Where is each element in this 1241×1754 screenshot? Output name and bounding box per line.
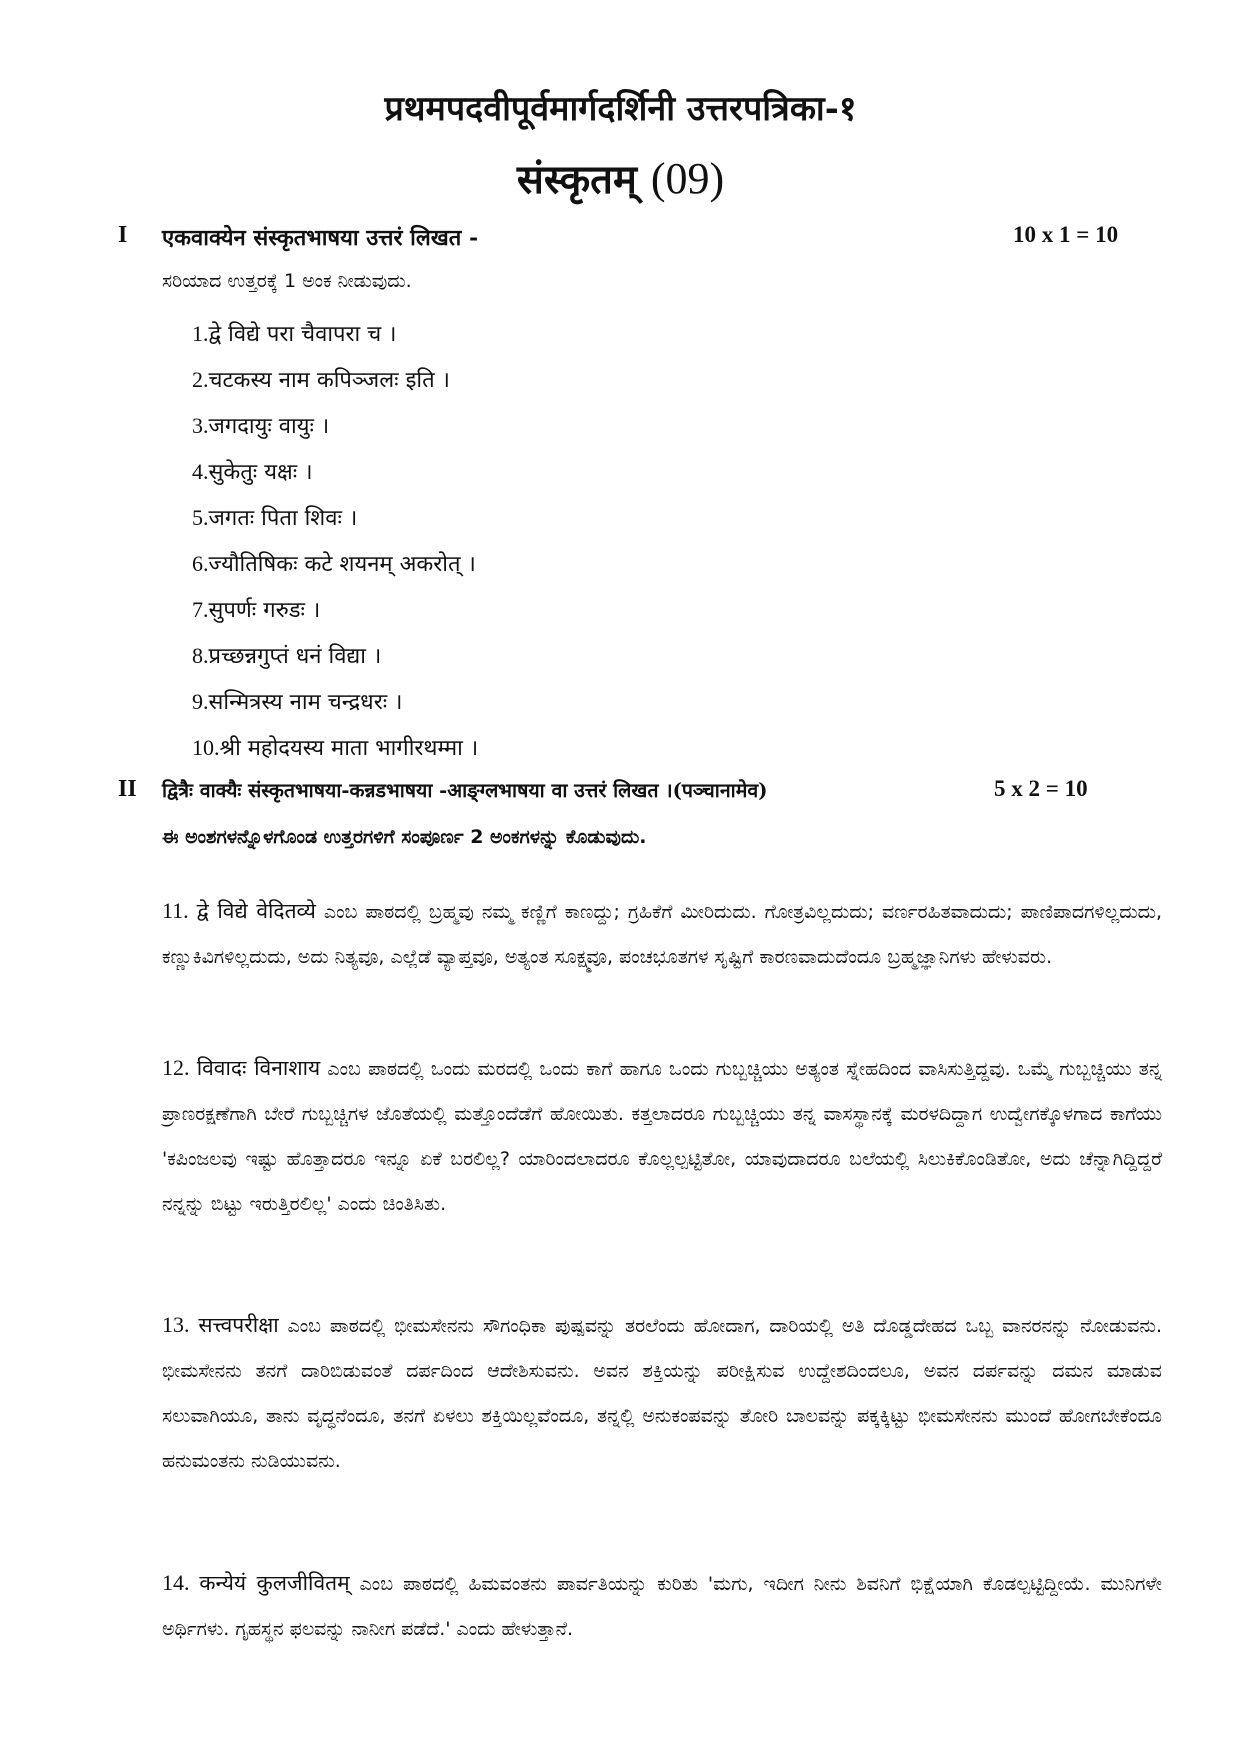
section-2-number: II: [118, 776, 137, 802]
list-item: 7.सुपर्णः गरुडः ।: [192, 597, 321, 623]
subject-name: संस्कृतम्: [516, 156, 637, 203]
list-item: 1.द्वे विद्ये परा चैवापरा च ।: [192, 321, 397, 347]
section-1-heading: एकवाक्येन संस्कृतभाषया उत्तरं लिखत -: [162, 225, 479, 251]
page-title: प्रथमपदवीपूर्वमार्गदर्शिनी उत्तरपत्रिका-१: [384, 89, 857, 129]
section-1-note: ಸರಿಯಾದ ಉತ್ತರಕ್ಕೆ 1 ಅಂಕ ನೀಡುವುದು.: [162, 270, 412, 292]
list-item: 8.प्रच्छन्नगुप्तं धनं विद्या ।: [192, 643, 382, 669]
subject-title: [0, 150, 1241, 205]
list-item: 10.श्री महोदयस्य माता भागीरथम्मा ।: [192, 735, 479, 761]
list-item: 2.चटकस्य नाम कपिञ्जलः इति ।: [192, 367, 450, 393]
section-1-answer-list: [192, 318, 478, 778]
section-2-heading: द्वित्रैः वाक्यैः संस्कृतभाषया-कन्नडभाषया -आङ्ग्लभाषया वा उत्तरं लिखत ।(पञ्चानामेव): [162, 779, 768, 802]
section-2-note: ಈ ಅಂಶಗಳನ್ನೊಳಗೊಂಡ ಉತ್ತರಗಳಿಗೆ ಸಂಪೂರ್ಣ 2 ಅಂಕಗಳನ್ನು ಕೊಡುವುದು.: [162, 826, 647, 848]
section-1-marks: 10 x 1 = 10: [1013, 222, 1119, 247]
list-item: 5.जगतः पिता शिवः ।: [192, 505, 358, 531]
subject-code: (09): [650, 154, 725, 203]
answer-12: 12. विवादः विनाशाय ಎಂಬ ಪಾಠದಲ್ಲಿ ಒಂದು ಮರದಲ್ಲಿ ಒಂದು ಕಾಗೆ ಹಾಗೂ ಒಂದು ಗುಬ್ಬಚ್ಚಿಯು ಅತ್ಯಂತ ಸ್ನೇಹದಿಂದ ವಾಸಿಸುತ್ತಿದ್ದವು. ಒಮ್ಮೆ ಗುಬ್ಬಚ್ಚಿಯು ತನ್ನ ಪ್ರಾಣರಕ್ಷಣೆಗಾಗಿ ಬೇರೆ ಗುಬ್ಬಚ್ಚಿಗಳ ಜೊತೆಯಲ್ಲಿ ಮತ್ತೊಂದೆಡೆಗೆ ಹೋಯಿತು. ಕತ್ತಲಾದರೂ ಗುಬ್ಬಚ್ಚಿಯು ತನ್ನ ವಾಸಸ್ಥಾನಕ್ಕೆ ಮರಳದಿದ್ದಾಗ ಉದ್ವೇಗಕ್ಕೊಳಗಾದ ಕಾಗೆಯು 'ಕಪಿಂಜಲವು ಇಷ್ಟು ಹೊತ್ತಾದರೂ ಇನ್ನೂ ಏಕೆ ಬರಲಿಲ್ಲ? ಯಾರಿಂದಲಾದರೂ ಕೊಲ್ಲಲ್ಪಟ್ಟಿತೋ, ಯಾವುದಾದರೂ ಬಲೆಯಲ್ಲಿ ಸಿಲುಕಿಕೊಂಡಿತೋ, ಅದು ಚೆನ್ನಾಗಿದ್ದಿದ್ದರೆ ನನ್ನನ್ನು ಬಿಟ್ಟು ಇರುತ್ತಿರಲಿಲ್ಲ' ಎಂದು ಚಿಂತಿಸಿತು.: [162, 1055, 1163, 1215]
section-1-number: I: [118, 222, 128, 248]
list-item: 9.सन्मित्रस्य नाम चन्द्रधरः ।: [192, 689, 403, 715]
answer-11: 11. द्वे विद्ये वेदितव्ये ಎಂಬ ಪಾಠದಲ್ಲಿ ಬ್ರಹ್ಮವು ನಮ್ಮ ಕಣ್ಣಿಗೆ ಕಾಣದ್ದು; ಗ್ರಹಿಕೆಗೆ ಮೀರಿದುದು. ಗೋತ್ರವಿಲ್ಲದುದು; ವರ್ಣರಹಿತವಾದುದು; ಪಾಣಿಪಾದಗಳಿಲ್ಲದುದು, ಕಣ್ಣುಕಿವಿಗಳಿಲ್ಲದುದು, ಅದು ನಿತ್ಯವೂ, ಎಲ್ಲೆಡೆ ವ್ಯಾಪ್ತವೂ, ಅತ್ಯಂತ ಸೂಕ್ಷ್ಮವೂ, ಪಂಚಭೂತಗಳ ಸೃಷ್ಟಿಗೆ ಕಾರಣವಾದುದೆಂದೂ ಬ್ರಹ್ಮಜ್ಞಾನಿಗಳು ಹೇಳುವರು.: [162, 898, 1162, 968]
answer-14: 14. कन्येयं कुलजीवितम् ಎಂಬ ಪಾಠದಲ್ಲಿ ಹಿಮವಂತನು ಪಾರ್ವತಿಯನ್ನು ಕುರಿತು 'ಮಗು, ಇದೀಗ ನೀನು ಶಿವನಿಗೆ ಭಿಕ್ಷೆಯಾಗಿ ಕೊಡಲ್ಪಟ್ಟಿದ್ದೀಯೆ. ಮುನಿಗಳೇ ಅರ್ಥಿಗಳು. ಗೃಹಸ್ಥನ ಫಲವನ್ನು ನಾನೀಗ ಪಡೆದೆ.' ಎಂದು ಹೇಳುತ್ತಾನೆ.: [162, 1570, 1162, 1640]
list-item: 6.ज्यौतिषिकः कटे शयनम् अकरोत् ।: [192, 551, 476, 577]
list-item: 3.जगदायुः वायुः ।: [192, 413, 330, 439]
list-item: 4.सुकेतुः यक्षः ।: [192, 459, 313, 485]
section-2-marks: 5 x 2 = 10: [994, 776, 1088, 801]
answer-13: 13. सत्त्वपरीक्षा ಎಂಬ ಪಾಠದಲ್ಲಿ ಭೀಮಸೇನನು ಸೌಗಂಧಿಕಾ ಪುಷ್ಪವನ್ನು ತರಲೆಂದು ಹೋದಾಗ, ದಾರಿಯಲ್ಲಿ ಅತಿ ದೊಡ್ಡದೇಹದ ಒಬ್ಬ ವಾನರನನ್ನು ನೋಡುವನು. ಭೀಮಸೇನನು ತನಗೆ ದಾರಿಬಿಡುವಂತೆ ದರ್ಪದಿಂದ ಆದೇಶಿಸುವನು. ಅವನ ಶಕ್ತಿಯನ್ನು ಪರೀಕ್ಷಿಸುವ ಉದ್ದೇಶದಿಂದಲೂ, ಅವನ ದರ್ಪವನ್ನು ದಮನ ಮಾಡುವ ಸಲುವಾಗಿಯೂ, ತಾನು ವೃದ್ಧನೆಂದೂ, ತನಗೆ ಏಳಲು ಶಕ್ತಿಯಿಲ್ಲವೆಂದೂ, ತನ್ನಲ್ಲಿ ಅನುಕಂಪವನ್ನು ತೋರಿ ಬಾಲವನ್ನು ಪಕ್ಕಕ್ಕಿಟ್ಟು ಭೀಮಸೇನನು ಮುಂದೆ ಹೋಗಬೇಕೆಂದೂ ಹನುಮಂತನು ನುಡಿಯುವನು.: [162, 1312, 1163, 1472]
